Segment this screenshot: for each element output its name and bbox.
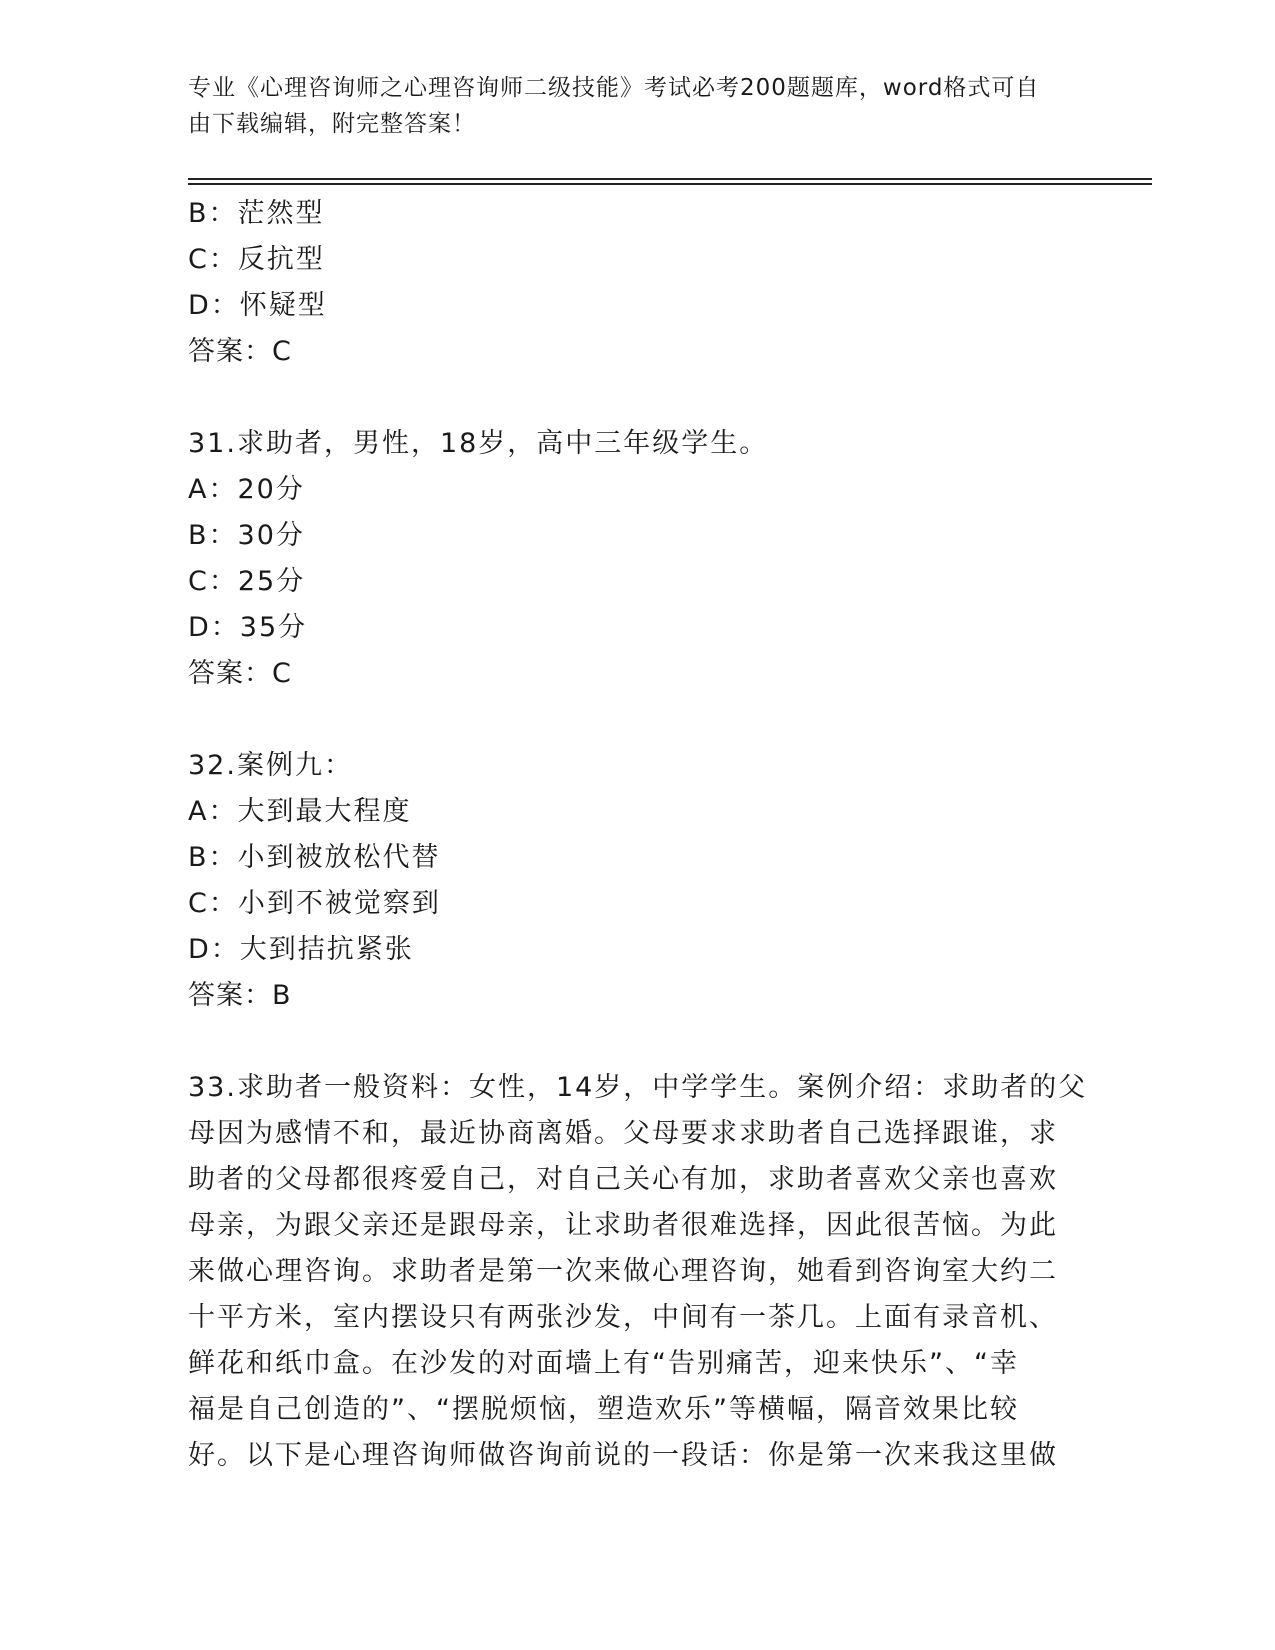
question-33 — [188, 1065, 1088, 1479]
question-text-line: 鲜花和纸巾盒。在沙发的对面墙上有“告别痛苦，迎来快乐”、“幸 — [188, 1348, 1019, 1379]
question-text-line: 母亲，为跟父亲还是跟母亲，让求助者很难选择，因此很苦恼。为此 — [188, 1210, 1058, 1241]
answer-line: 答案：C — [188, 658, 292, 689]
header-title-line-2: 由下载编辑，附完整答案！ — [188, 111, 476, 137]
answer-line: 答案：B — [188, 980, 292, 1011]
option-a: A：大到最大程度 — [188, 796, 412, 827]
option-c: C：25分 — [188, 566, 306, 597]
document-body — [188, 191, 1088, 1479]
question-text-line: 母因为感情不和，最近协商离婚。父母要求求助者自己选择跟谁，求 — [188, 1118, 1058, 1149]
spacer — [188, 1019, 1088, 1065]
option-b: B：茫然型 — [188, 198, 325, 229]
question-text-line: 十平方米，室内摆设只有两张沙发，中间有一茶几。上面有录音机、 — [188, 1302, 1058, 1333]
option-d: D：35分 — [188, 612, 308, 643]
header-rule-bottom — [188, 183, 1152, 185]
option-b: B：30分 — [188, 520, 305, 551]
question-text: 32.案例九： — [188, 750, 353, 781]
option-d: D：大到拮抗紧张 — [188, 934, 414, 965]
document-header — [188, 70, 1068, 142]
header-rule-top — [188, 178, 1152, 180]
question-30-tail — [188, 191, 1088, 375]
header-title-line-1: 专业《心理咨询师之心理咨询师二级技能》考试必考200题题库，word格式可自 — [188, 75, 1040, 101]
spacer — [188, 375, 1088, 421]
option-a: A：20分 — [188, 474, 305, 505]
question-text-line: 来做心理咨询。求助者是第一次来做心理咨询，她看到咨询室大约二 — [188, 1256, 1058, 1287]
spacer — [188, 697, 1088, 743]
option-d: D：怀疑型 — [188, 290, 327, 321]
question-32 — [188, 743, 1088, 1019]
option-c: C：反抗型 — [188, 244, 325, 275]
question-text-line: 好。以下是心理咨询师做咨询前说的一段话：你是第一次来我这里做 — [188, 1440, 1058, 1471]
question-31 — [188, 421, 1088, 697]
option-c: C：小到不被觉察到 — [188, 888, 441, 919]
question-text-line: 33.求助者一般资料：女性，14岁，中学学生。案例介绍：求助者的父 — [188, 1072, 1088, 1103]
answer-line: 答案：C — [188, 336, 292, 367]
option-b: B：小到被放松代替 — [188, 842, 441, 873]
question-text: 31.求助者，男性，18岁，高中三年级学生。 — [188, 428, 769, 459]
question-text-line: 福是自己创造的”、“摆脱烦恼，塑造欢乐”等横幅，隔音效果比较 — [188, 1394, 1019, 1425]
question-text-line: 助者的父母都很疼爱自己，对自己关心有加，求助者喜欢父亲也喜欢 — [188, 1164, 1058, 1195]
